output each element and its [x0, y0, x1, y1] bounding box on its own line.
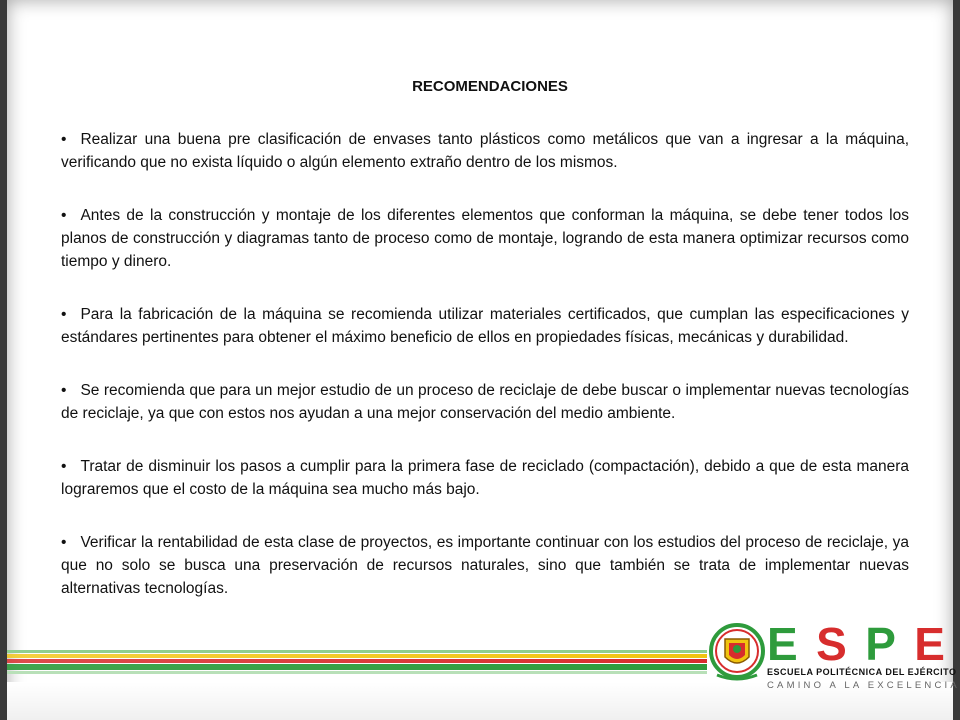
logo-letter: P: [865, 618, 898, 670]
logo-institution-name: ESCUELA POLITÉCNICA DEL EJÉRCITO: [767, 667, 957, 677]
recommendation-item: [61, 204, 909, 273]
logo-letter: E: [767, 618, 800, 670]
logo-motto: CAMINO A LA EXCELENCIA: [767, 680, 960, 691]
recommendation-item: [61, 455, 909, 501]
espe-logo: [707, 615, 960, 695]
footer-stripes: [7, 650, 707, 680]
recommendations-list: [61, 128, 909, 630]
recommendation-text: Tratar de disminuir los pasos a cumplir para la primera fase de reciclado (compactación), debido a que de esta manera lograremos que el costo de la máquina sea mucho más bajo.: [61, 458, 909, 498]
bullet-glyph: •: [61, 382, 67, 399]
bullet-glyph: •: [61, 534, 67, 551]
recommendation-text: Antes de la construcción y montaje de los diferentes elementos que conforman la máquina, se debe tener todos los planos de construcción y diagramas tanto de proceso como de montaje, logrando de esta manera optimizar recursos como tiempo y dinero.: [61, 207, 909, 270]
recommendation-text: Para la fabricación de la máquina se recomienda utilizar materiales certificados, que cumplan las especificaciones y estándares pertinentes para obtener el máximo beneficio de ellos en propiedades físicas, mecánicas y durabilidad.: [61, 306, 909, 346]
bullet-glyph: •: [61, 207, 67, 224]
slide: [7, 0, 960, 720]
recommendation-item: [61, 531, 909, 600]
espe-letters: [767, 617, 947, 671]
bullet-glyph: •: [61, 131, 67, 148]
recommendation-text: Verificar la rentabilidad de esta clase de proyectos, es importante continuar con los estudios del proceso de reciclaje, ya que no solo se busca una preservación de recursos naturales, sino que también se trata de implementar nuevas alternativas tecnologías.: [61, 534, 909, 597]
bullet-glyph: •: [61, 306, 67, 323]
recommendation-text: Se recomienda que para un mejor estudio de un proceso de reciclaje de debe buscar o implementar nuevas tecnologías de reciclaje, ya que con estos nos ayudan a una mejor conservación del medio ambiente.: [61, 382, 909, 422]
recommendation-item: [61, 128, 909, 174]
espe-emblem-icon: [707, 617, 767, 687]
slide-title: RECOMENDACIONES: [412, 78, 568, 95]
recommendation-item: [61, 303, 909, 349]
recommendation-text: Realizar una buena pre clasificación de envases tanto plásticos como metálicos que van a ingresar a la máquina, verificando que no exista líquido o algún elemento extraño dentro de los mismos.: [61, 131, 909, 171]
recommendation-item: [61, 379, 909, 425]
bullet-glyph: •: [61, 458, 67, 475]
logo-letter: E: [914, 618, 947, 670]
logo-letter: S: [816, 618, 849, 670]
